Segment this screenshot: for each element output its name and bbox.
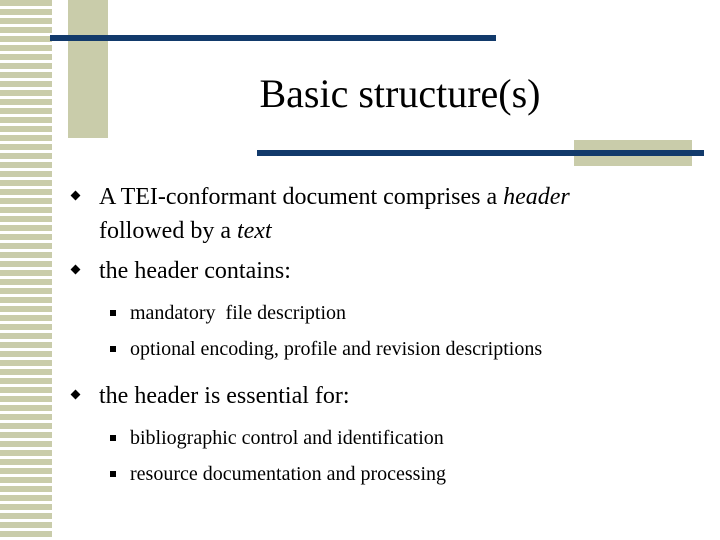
square-bullet-icon xyxy=(110,346,116,352)
diamond-bullet-icon xyxy=(71,191,81,201)
sub-bullet-item xyxy=(70,295,690,331)
decorative-block-top xyxy=(68,0,108,138)
bullet-text: A TEI-conformant document comprises a header followed by a text xyxy=(99,184,570,244)
sub-bullet-item xyxy=(70,456,690,492)
sub-bullet-item xyxy=(70,331,690,367)
title-bar-bottom xyxy=(257,150,704,156)
sub-bullet-item xyxy=(70,420,690,456)
bullet-text: the header contains: xyxy=(99,258,291,284)
square-bullet-icon xyxy=(110,435,116,441)
bullet-text: the header is essential for: xyxy=(99,383,350,409)
title-bar-top xyxy=(50,35,496,41)
diamond-bullet-icon xyxy=(71,390,81,400)
sub-bullet-text: resource documentation and processing xyxy=(130,463,447,485)
square-bullet-icon xyxy=(110,310,116,316)
decorative-stripe-column xyxy=(0,0,52,540)
emphasis-text: text xyxy=(236,218,272,244)
bullet-item xyxy=(70,254,690,288)
bullet-item xyxy=(70,379,690,413)
diamond-bullet-icon xyxy=(71,265,81,275)
slide-content xyxy=(70,180,690,492)
sub-bullet-text: bibliographic control and identification xyxy=(130,427,444,449)
sub-bullet-text: mandatory file description xyxy=(130,302,347,324)
slide-title: Basic structure(s) xyxy=(259,71,541,116)
sub-bullet-text: optional encoding, profile and revision descriptions xyxy=(130,338,543,360)
square-bullet-icon xyxy=(110,471,116,477)
emphasis-header: header xyxy=(503,184,570,210)
bullet-item xyxy=(70,180,690,248)
